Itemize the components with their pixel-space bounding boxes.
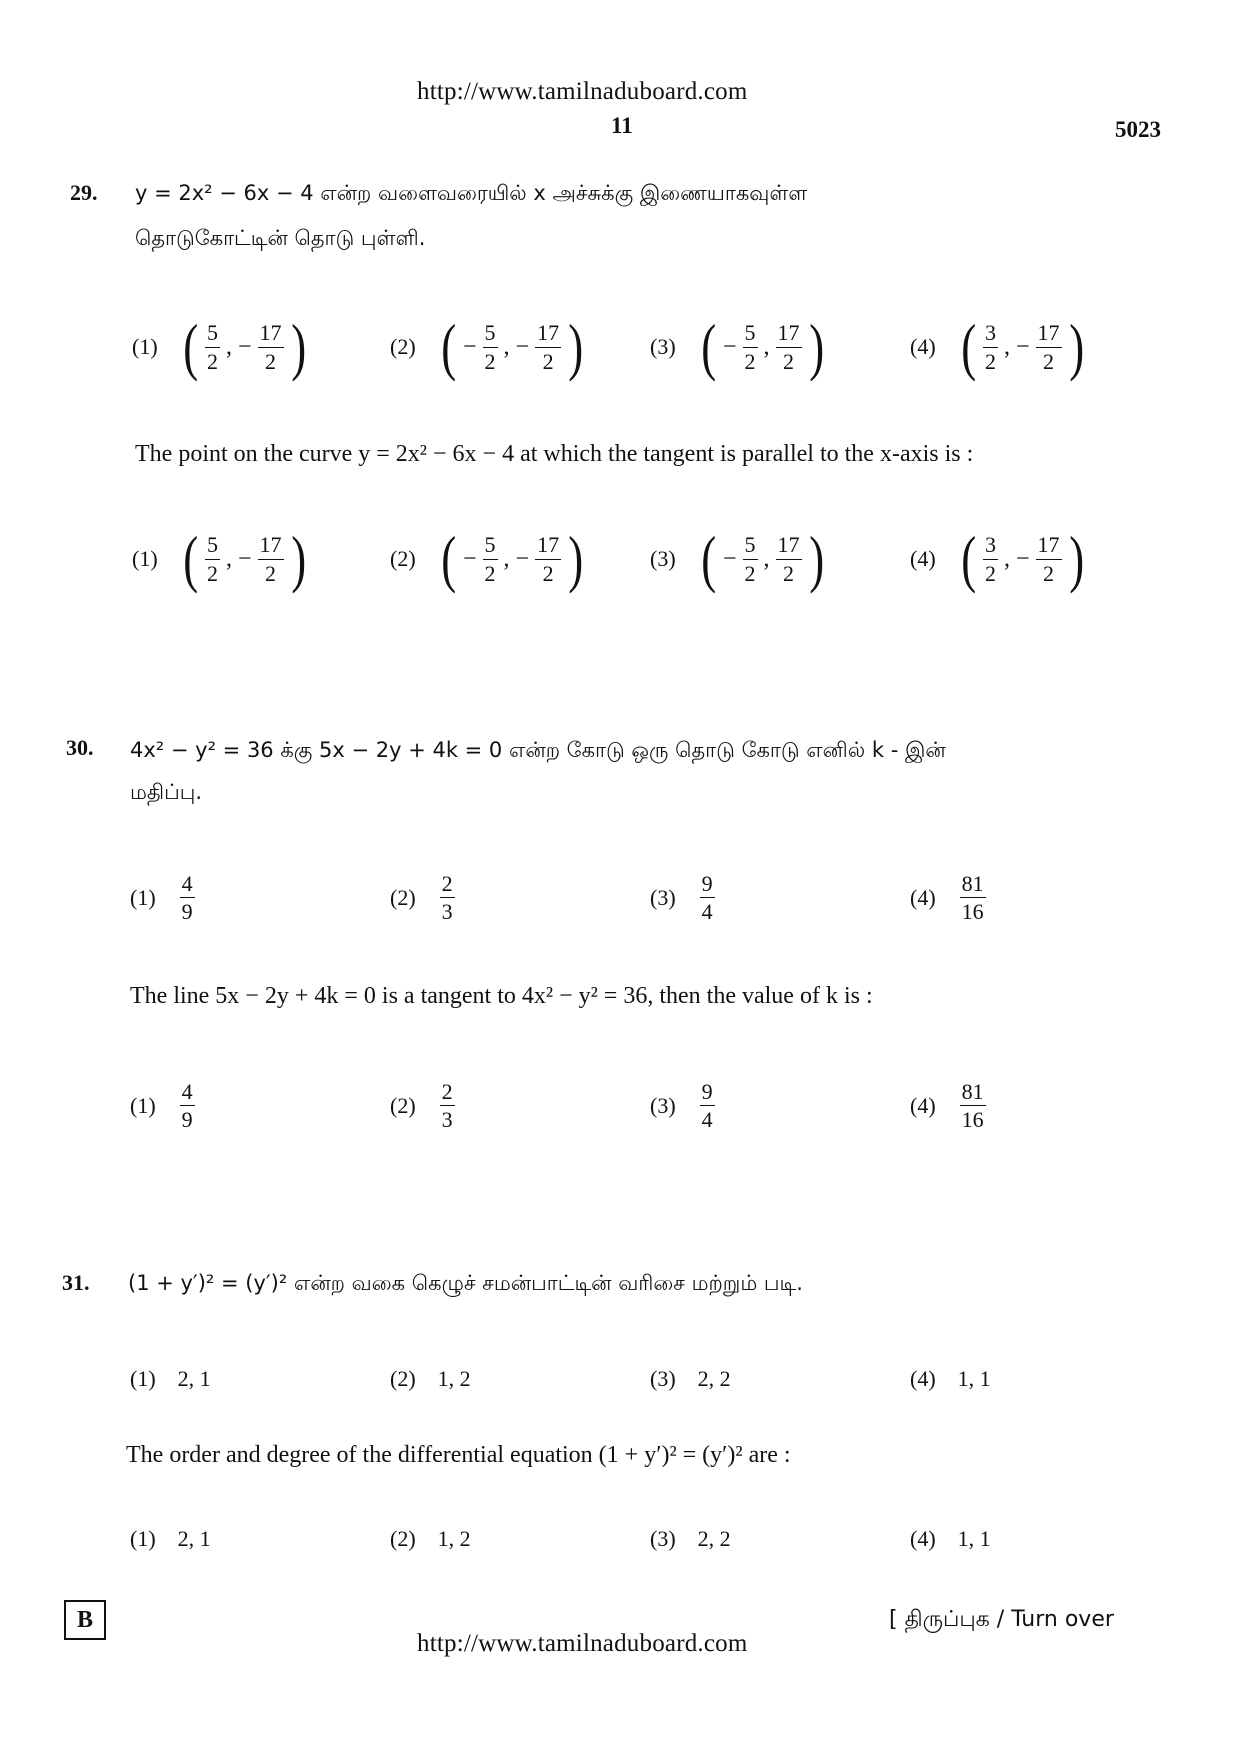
fraction [535,321,561,372]
numerator: 5 [483,533,498,559]
denominator: 2 [984,560,996,586]
sign: − [237,545,252,572]
left-paren: ( [182,311,198,382]
option-value: 1, 2 [437,1366,471,1391]
sign: − [462,333,477,360]
fraction [440,1080,455,1131]
right-paren: ) [808,311,824,382]
answer-option [910,311,1087,382]
sign: − [722,333,737,360]
option-label: (3) [650,884,676,910]
sign: − [237,333,252,360]
denominator: 9 [181,899,193,925]
answer-option [910,1526,991,1552]
numerator: 17 [258,533,284,559]
answer-option [390,1366,471,1392]
answer-option [130,1080,197,1131]
option-label: (2) [390,884,416,910]
answer-option [910,1080,988,1131]
denominator: 2 [1043,560,1055,586]
coordinate-pair [698,523,827,594]
sign: − [515,333,530,360]
denominator: 2 [484,348,496,374]
numerator: 81 [960,1080,986,1106]
denominator: 2 [206,348,218,374]
answer-option [130,872,197,923]
question-number: 30. [66,735,94,760]
option-label: (3) [650,1092,676,1118]
fraction [483,533,498,584]
comma: , [225,333,232,360]
option-value: 1, 1 [957,1366,991,1391]
numerator: 17 [776,321,802,347]
fraction [776,533,802,584]
denominator: 2 [484,560,496,586]
denominator: 3 [441,899,453,925]
right-paren: ) [1068,523,1084,594]
option-label: (2) [390,546,416,571]
numerator: 17 [535,321,561,347]
answer-option [910,1366,991,1392]
option-label: (2) [390,1366,416,1391]
option-label: (2) [390,334,416,359]
right-paren: ) [290,311,306,382]
fraction [700,872,715,923]
answer-option [130,1366,211,1392]
denominator: 2 [265,560,277,586]
option-value: 2, 2 [697,1526,731,1551]
fraction [180,1080,195,1131]
coordinate-pair [958,523,1087,594]
right-paren: ) [568,311,584,382]
fraction [483,321,498,372]
coordinate-pair [698,311,827,382]
option-value: 2, 1 [177,1366,211,1391]
right-paren: ) [290,523,306,594]
numerator: 17 [1036,321,1062,347]
question-tamil-line: தொடுகோட்டின் தொடு புள்ளி. [135,226,426,250]
option-label: (4) [910,1366,936,1391]
sign: − [515,545,530,572]
denominator: 16 [961,899,984,925]
fraction [535,533,561,584]
option-label: (2) [390,1526,416,1551]
numerator: 3 [983,533,998,559]
sign: − [462,545,477,572]
answer-option [130,1526,211,1552]
left-paren: ( [440,311,456,382]
fraction [776,321,802,372]
numerator: 4 [180,1080,195,1106]
denominator: 2 [783,348,795,374]
comma: , [225,545,232,572]
option-value: 2, 2 [697,1366,731,1391]
fraction [1036,321,1062,372]
numerator: 4 [180,872,195,898]
denominator: 2 [265,348,277,374]
fraction [983,533,998,584]
option-label: (4) [910,884,936,910]
answer-option [910,523,1087,594]
coordinate-pair [180,311,309,382]
paper-code: 5023 [1115,117,1161,142]
answer-option [390,1080,457,1131]
sign: − [1015,545,1030,572]
numerator: 17 [1036,533,1062,559]
fraction [180,872,195,923]
numerator: 2 [440,872,455,898]
left-paren: ( [960,311,976,382]
answer-option [390,1526,471,1552]
coordinate-pair [438,523,587,594]
denominator: 2 [984,348,996,374]
question-tamil-line: மதிப்பு. [130,780,203,804]
fraction [743,533,758,584]
numerator: 17 [258,321,284,347]
right-paren: ) [1068,311,1084,382]
numerator: 3 [983,321,998,347]
option-label: (4) [910,334,936,359]
option-value: 1, 2 [437,1526,471,1551]
fraction [960,1080,986,1131]
option-label: (2) [390,1092,416,1118]
option-label: (3) [650,546,676,571]
question-tamil-line: 4x² − y² = 36 க்கு 5x − 2y + 4k = 0 என்ற கோடு ஒரு தொடு கோடு எனில் k - இன் [130,738,946,762]
fraction [743,321,758,372]
answer-option [390,872,457,923]
denominator: 2 [744,348,756,374]
fraction [205,533,220,584]
option-label: (1) [130,1526,156,1551]
numerator: 5 [205,533,220,559]
coordinate-pair [180,523,309,594]
option-label: (3) [650,334,676,359]
denominator: 2 [744,560,756,586]
comma: , [763,545,770,572]
left-paren: ( [700,311,716,382]
fraction [258,533,284,584]
answer-option [650,523,827,594]
header-url: http://www.tamilnaduboard.com [417,78,748,105]
numerator: 5 [205,321,220,347]
question-tamil-line: y = 2x² − 6x − 4 என்ற வளைவரையில் x அச்சுக்கு இணையாகவுள்ள [135,181,808,205]
answer-option [650,311,827,382]
sign: − [722,545,737,572]
page-number: 11 [611,113,633,138]
option-label: (1) [130,884,156,910]
denominator: 9 [181,1107,193,1133]
sign: − [1015,333,1030,360]
option-label: (3) [650,1526,676,1551]
right-paren: ) [568,523,584,594]
question-english: The order and degree of the differential equation (1 + y′)² = (y′)² are : [126,1442,791,1468]
option-value: 2, 1 [177,1526,211,1551]
numerator: 9 [700,872,715,898]
coordinate-pair [958,311,1087,382]
footer-url: http://www.tamilnaduboard.com [417,1630,748,1657]
right-paren: ) [808,523,824,594]
denominator: 2 [1043,348,1055,374]
option-label: (4) [910,1526,936,1551]
option-label: (1) [132,546,158,571]
fraction [983,321,998,372]
option-label: (3) [650,1366,676,1391]
denominator: 2 [542,560,554,586]
denominator: 16 [961,1107,984,1133]
answer-option [390,523,586,594]
left-paren: ( [700,523,716,594]
numerator: 17 [535,533,561,559]
fraction [440,872,455,923]
numerator: 5 [743,321,758,347]
denominator: 3 [441,1107,453,1133]
numerator: 17 [776,533,802,559]
option-label: (1) [130,1092,156,1118]
option-label: (4) [910,546,936,571]
option-label: (4) [910,1092,936,1118]
option-label: (1) [132,334,158,359]
numerator: 5 [483,321,498,347]
fraction [700,1080,715,1131]
option-label: (1) [130,1366,156,1391]
comma: , [1003,333,1010,360]
answer-option [132,311,309,382]
turn-over-label: [ திருப்புக / Turn over [889,1607,1114,1632]
numerator: 2 [440,1080,455,1106]
question-tamil-line: (1 + y′)² = (y′)² என்ற வகை கெழுச் சமன்பாட்டின் வரிசை மற்றும் படி. [128,1271,803,1295]
denominator: 4 [701,899,713,925]
answer-option [650,1526,731,1552]
denominator: 2 [206,560,218,586]
coordinate-pair [438,311,587,382]
answer-option [910,872,988,923]
fraction [205,321,220,372]
denominator: 2 [783,560,795,586]
fraction [1036,533,1062,584]
question-number: 31. [62,1270,90,1295]
fraction [258,321,284,372]
comma: , [763,333,770,360]
numerator: 9 [700,1080,715,1106]
answer-option [132,523,309,594]
denominator: 2 [542,348,554,374]
answer-option [650,872,717,923]
left-paren: ( [960,523,976,594]
answer-option [390,311,586,382]
fraction [960,872,986,923]
denominator: 4 [701,1107,713,1133]
question-english: The point on the curve y = 2x² − 6x − 4 at which the tangent is parallel to the x-axis is : [135,441,974,467]
comma: , [1003,545,1010,572]
comma: , [503,333,510,360]
question-number: 29. [70,180,98,205]
left-paren: ( [440,523,456,594]
booklet-type-box: B [64,1600,106,1640]
numerator: 5 [743,533,758,559]
numerator: 81 [960,872,986,898]
comma: , [503,545,510,572]
left-paren: ( [182,523,198,594]
question-english: The line 5x − 2y + 4k = 0 is a tangent to 4x² − y² = 36, then the value of k is : [130,983,873,1009]
option-value: 1, 1 [957,1526,991,1551]
answer-option [650,1080,717,1131]
answer-option [650,1366,731,1392]
